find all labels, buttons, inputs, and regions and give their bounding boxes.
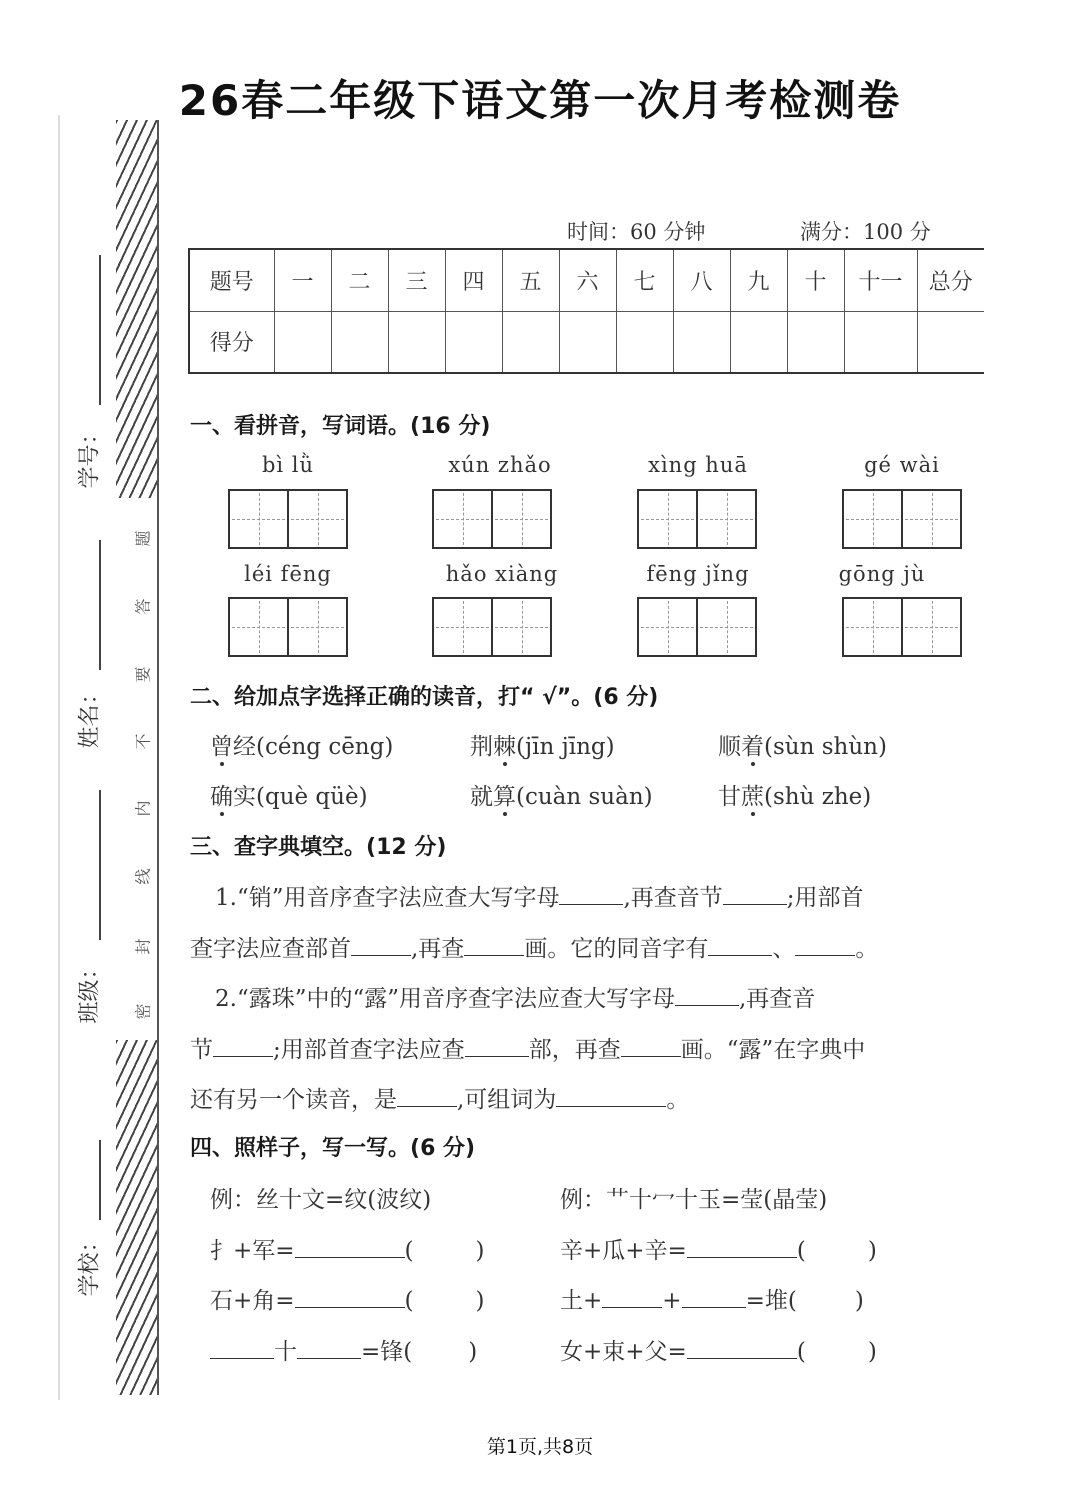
score-cell[interactable] [274, 311, 331, 373]
answer-blank[interactable] [210, 1336, 274, 1359]
seal-char: 答 [133, 598, 153, 615]
score-row-label: 得分 [189, 311, 274, 373]
reading-options: (shù zhe) [764, 784, 872, 810]
compose-row: 辛+瓜+辛= ( ) [560, 1232, 877, 1265]
answer-blank[interactable] [602, 1285, 662, 1308]
answer-blank[interactable] [559, 882, 623, 905]
score-header-cell: 七 [616, 249, 673, 311]
reading-options: (jīn jīng) [516, 734, 615, 760]
reading-item[interactable]: 曾经(céng cēng) [210, 734, 394, 760]
section2-points: (6 分) [593, 685, 659, 710]
section3-points: (12 分) [366, 835, 447, 860]
score-cell[interactable] [388, 311, 445, 373]
score-table-header-row [189, 249, 984, 311]
answer-blank[interactable] [297, 1336, 361, 1359]
page-edge-line [58, 115, 60, 1400]
pinyin-label: gōng jù [838, 562, 926, 586]
score-header-cell: 十 [787, 249, 844, 311]
seal-char: 内 [133, 800, 153, 817]
score-cell[interactable] [730, 311, 787, 373]
score-cell[interactable] [559, 311, 616, 373]
answer-blank[interactable] [213, 1034, 273, 1057]
score-cell[interactable] [673, 311, 730, 373]
dotted-char: 确 [210, 784, 233, 810]
pinyin-label: léi fēng [244, 562, 332, 586]
answer-blank[interactable] [795, 933, 855, 956]
class-line [99, 790, 101, 940]
writing-box[interactable] [432, 489, 552, 549]
binding-hatch-top [116, 120, 158, 498]
school-line [99, 1140, 101, 1220]
q2-line2: 节 ;用部首查字法应查 部，再查 画。“露”在字典中 [190, 1031, 960, 1064]
writing-box[interactable] [228, 489, 348, 549]
compose-row: 土+ + =堆( ) [560, 1282, 864, 1315]
compose-row: 扌+军= ( ) [210, 1232, 485, 1265]
answer-blank[interactable] [397, 1084, 457, 1107]
writing-box[interactable] [637, 597, 757, 657]
seal-char: 题 [133, 530, 153, 547]
id-label: 学号： [77, 422, 103, 489]
example-left: 例：丝十文=纹(波纹) [210, 1187, 432, 1213]
dotted-char: 曾 [210, 734, 233, 760]
reading-options: (cuàn suàn) [516, 784, 653, 810]
answer-blank[interactable] [723, 882, 787, 905]
exam-title: 26春二年级下语文第一次月考检测卷 [178, 76, 902, 125]
score-cell[interactable] [616, 311, 673, 373]
score-header-cell: 十一 [844, 249, 917, 311]
answer-blank[interactable] [556, 1084, 666, 1107]
score-cell[interactable] [502, 311, 559, 373]
section4-title: 四、照样子，写一写。 [190, 1136, 411, 1161]
reading-item[interactable]: 荆棘(jīn jīng) [470, 734, 615, 760]
writing-box[interactable] [842, 489, 962, 549]
answer-blank[interactable] [464, 933, 524, 956]
reading-options: (céng cēng) [256, 734, 394, 760]
score-header-cell: 五 [502, 249, 559, 311]
dotted-char: 算 [493, 784, 516, 810]
score-header-cell: 三 [388, 249, 445, 311]
writing-box[interactable] [842, 597, 962, 657]
reading-item[interactable]: 就算(cuàn suàn) [470, 784, 653, 810]
seal-char: 线 [133, 868, 153, 885]
score-table [188, 248, 984, 374]
section4-points: (6 分) [410, 1136, 476, 1161]
score-cell[interactable] [844, 311, 917, 373]
answer-blank[interactable] [351, 933, 411, 956]
pinyin-label: hǎo xiàng [445, 562, 559, 586]
pinyin-label: fēng jǐng [646, 562, 750, 586]
score-header-cell: 二 [331, 249, 388, 311]
exam-full-score: 满分：100 分 [800, 220, 931, 244]
writing-box[interactable] [432, 597, 552, 657]
score-header-cell: 九 [730, 249, 787, 311]
answer-blank[interactable] [682, 1285, 746, 1308]
name-line [99, 540, 101, 670]
reading-item[interactable]: 确实(què qüè) [210, 784, 368, 810]
answer-blank[interactable] [687, 1336, 797, 1359]
pinyin-label: xún zhǎo [448, 453, 552, 477]
compose-row: 石+角= ( ) [210, 1282, 485, 1315]
id-line [99, 255, 101, 405]
score-table-score-row [189, 311, 984, 373]
section3-title: 三、查字典填空。 [190, 835, 367, 860]
score-header-cell: 题号 [189, 249, 274, 311]
section1-heading [190, 409, 490, 440]
dotted-char: 棘 [493, 734, 516, 760]
answer-blank[interactable] [687, 1235, 797, 1258]
answer-blank[interactable] [621, 1034, 681, 1057]
score-cell[interactable] [445, 311, 502, 373]
score-header-cell: 一 [274, 249, 331, 311]
seal-char: 不 [133, 733, 153, 750]
compose-row: 女+束+父= ( ) [560, 1333, 877, 1366]
answer-blank[interactable] [295, 1235, 405, 1258]
name-label: 姓名： [77, 682, 103, 749]
compose-row: 十 =锋( ) [210, 1333, 477, 1366]
exam-time: 时间：60 分钟 [567, 220, 706, 244]
pinyin-label: bì lǜ [261, 453, 315, 477]
score-header-cell: 总分 [917, 249, 984, 311]
seal-char: 要 [133, 666, 153, 683]
dotted-char: 蔗 [741, 784, 764, 810]
answer-blank[interactable] [708, 933, 772, 956]
reading-item[interactable]: 顺着(sùn shùn) [718, 734, 887, 760]
seal-char: 封 [133, 938, 153, 955]
example-right: 例：艹十冖十玉=莹(晶莹) [560, 1187, 828, 1213]
score-header-cell: 六 [559, 249, 616, 311]
answer-blank[interactable] [465, 1034, 529, 1057]
section2-heading [190, 680, 658, 711]
section1-title: 一、看拼音，写词语。 [190, 414, 411, 439]
section4-heading [190, 1131, 475, 1162]
score-cell[interactable] [331, 311, 388, 373]
q2-line1: 2.“露珠”中的“露”用音序查字法应查大写字母 ,再查音 [215, 980, 985, 1013]
writing-box[interactable] [637, 489, 757, 549]
pinyin-label: xìng huā [648, 453, 748, 477]
section1-points: (16 分) [410, 414, 491, 439]
score-header-cell: 八 [673, 249, 730, 311]
q1-line1: 1.“销”用音序查字法应查大写字母 ,再查音节 ;用部首 [215, 879, 985, 912]
answer-blank[interactable] [675, 983, 739, 1006]
dotted-char: 着 [741, 734, 764, 760]
q2-line3: 还有另一个读音，是 ,可组词为 。 [190, 1081, 960, 1114]
score-cell[interactable] [917, 311, 984, 373]
binding-hatch-bottom [116, 1040, 158, 1395]
class-label: 班级： [77, 957, 103, 1024]
answer-blank[interactable] [295, 1285, 405, 1308]
section3-heading [190, 830, 446, 861]
school-label: 学校： [77, 1230, 103, 1297]
page-footer: 第1页,共8页 [486, 1436, 594, 1458]
reading-item[interactable]: 甘蔗(shù zhe) [718, 784, 872, 810]
pinyin-label: gé wài [864, 453, 940, 477]
seal-char: 密 [133, 1003, 153, 1020]
writing-box[interactable] [228, 597, 348, 657]
reading-options: (què qüè) [256, 784, 368, 810]
binding-vertical-line [157, 120, 159, 1395]
score-cell[interactable] [787, 311, 844, 373]
q1-line2: 查字法应查部首 ,再查 画。它的同音字有 、 。 [190, 930, 960, 963]
section2-title: 二、给加点字选择正确的读音，打“ √”。 [190, 685, 594, 710]
score-header-cell: 四 [445, 249, 502, 311]
reading-options: (sùn shùn) [764, 734, 887, 760]
